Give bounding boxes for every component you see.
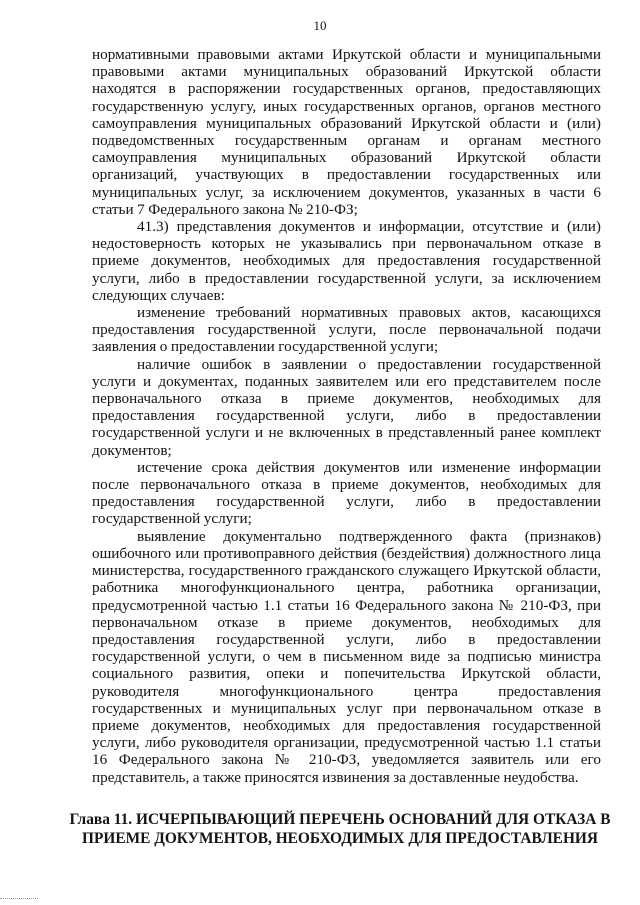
paragraph-exception-erroneous-action: выявление документально подтвержденного факта (признаков) ошибочного или противоправного действия (бездействия) должностного лица министерства, государственного гражданского служащего Иркутской области, работника многофункционального центра, работника организации, предусмотренной частью 1.1 статьи 16 Федерального закона № 210-ФЗ, при первоначальном отказе в приеме документов, необходимых для предоставления государственной услуги, либо в предоставлении государственной услуги, о чем в письменном виде за подписью министра социального развития, опеки и попечительства Иркутской области, руководителя многофункционального центра предоставления государственных и муниципальных услуг при первоначальном отказе в приеме документов, необходимых для предоставления государственной услуги, либо руководителя организации, предусмотренной частью 1.1 статьи 16 Федерального закона № 210-ФЗ, уведомляется заявитель или его представитель, а также приносятся извинения за доставленные неудобства.: [92, 527, 601, 786]
paragraph-continuation: нормативными правовыми актами Иркутской области и муниципальными правовыми актами муниципальных образований Иркутской области находятся в распоряжении государственных органов, предоставляющих государственную услугу, иных государственных органов, органов местного самоуправления муниципальных образований Иркутской области и (или) подведомственных государственным органам и органам местного самоуправления муниципальных образований Иркутской области организаций, участвующих в предоставлении государственных или муниципальных услуг, за исключением документов, указанных в части 6 статьи 7 Федерального закона № 210-ФЗ;: [92, 46, 601, 218]
paragraph-exception-expired-documents: истечение срока действия документов или изменение информации после первоначального отказа в приеме документов, необходимых для предоставления государственной услуги, либо в предоставлении государственной услуги;: [92, 458, 601, 528]
paragraph-item-41-3: 41.3) представления документов и информации, отсутствие и (или) недостоверность которых не указывались при первоначальном отказе в приеме документов, необходимых для предоставления государственной услуги, либо в предоставлении государственной услуги, за исключением следующих случаев:: [92, 218, 601, 304]
paragraph-exception-errors-in-application: наличие ошибок в заявлении о предоставлении государственной услуги и документах, поданных заявителем или его представителем после первоначального отказа в приеме документов, необходимых для предоставления государственной услуги, либо в предоставлении государственной услуги и не включенных в представленный ранее комплект документов;: [92, 355, 601, 459]
chapter-heading: Глава 11. ИСЧЕРПЫВАЮЩИЙ ПЕРЕЧЕНЬ ОСНОВАНИЙ ДЛЯ ОТКАЗА В ПРИЕМЕ ДОКУМЕНТОВ, НЕОБХОДИМЫХ ДЛЯ ПРЕДОСТАВЛЕНИЯ: [69, 811, 611, 847]
paragraph-exception-requirements-change: изменение требований нормативных правовых актов, касающихся предоставления государственной услуги, после первоначальной подачи заявления о предоставлении государственной услуги;: [92, 304, 601, 356]
page-number: 10: [313, 18, 327, 33]
footer-divider: [0, 898, 38, 899]
document-body: [92, 46, 601, 786]
